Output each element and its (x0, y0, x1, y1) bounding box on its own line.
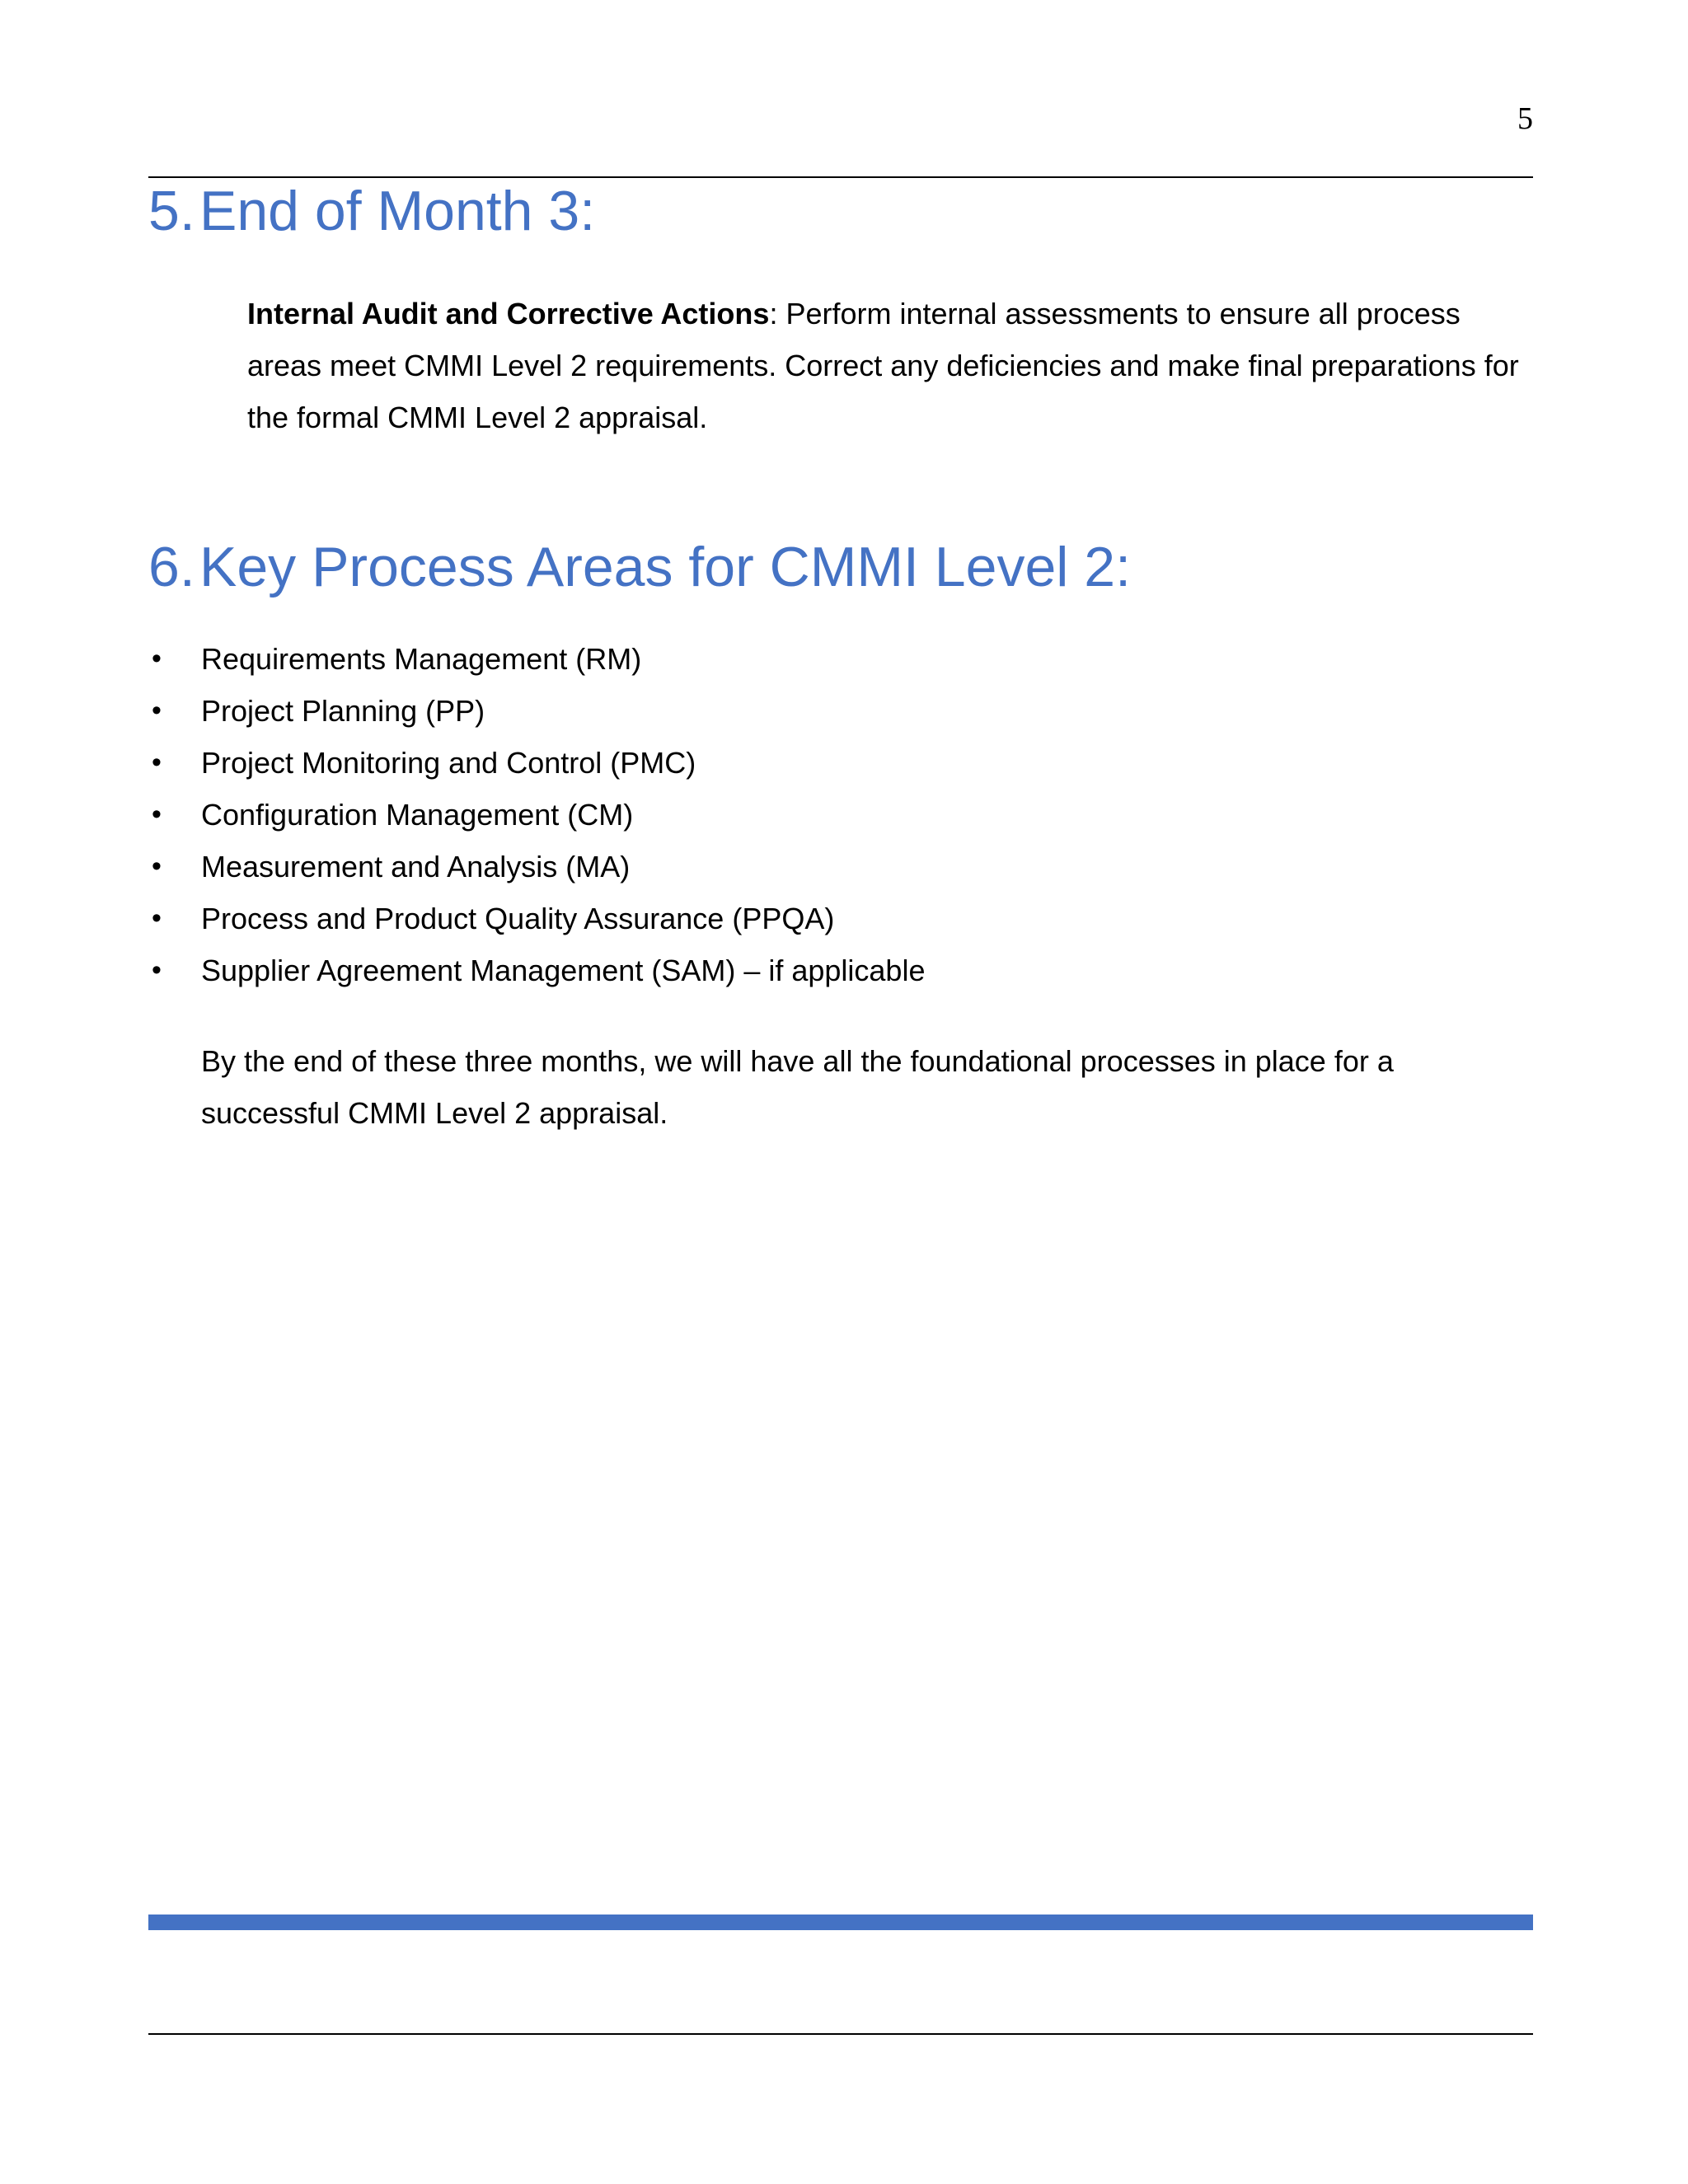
page-number: 5 (1517, 101, 1533, 136)
footer-accent-bar (148, 1915, 1533, 1930)
closing-paragraph: By the end of these three months, we will have all the foundational processes in place for a successful CMMI Level 2 appraisal. (201, 1044, 1394, 1130)
list-item-text: Supplier Agreement Management (SAM) – if applicable (201, 954, 926, 987)
section-5-title: End of Month 3: (199, 180, 596, 242)
section-5-heading (148, 178, 595, 244)
section-5-number: 5. (148, 180, 195, 242)
list-item-text: Measurement and Analysis (MA) (201, 850, 631, 883)
list-item-text: Configuration Management (CM) (201, 798, 634, 832)
list-item-text: Process and Product Quality Assurance (PPQA) (201, 902, 835, 935)
bullet-icon: • (152, 747, 162, 778)
list-item-text: Requirements Management (RM) (201, 642, 642, 676)
section-6-title: Key Process Areas for CMMI Level 2: (199, 536, 1131, 598)
footer-rule (148, 2033, 1533, 2035)
bullet-icon: • (152, 954, 162, 986)
list-item-text: Project Planning (PP) (201, 694, 485, 728)
bullet-icon: • (152, 643, 162, 674)
bullet-icon: • (152, 902, 162, 934)
section-6-number: 6. (148, 536, 195, 598)
internal-audit-label: Internal Audit and Corrective Actions (247, 297, 770, 330)
internal-audit-paragraph (247, 288, 1533, 443)
list-item-text: Project Monitoring and Control (PMC) (201, 746, 696, 780)
bullet-icon: • (152, 799, 162, 830)
internal-audit-text: : Perform internal assessments to ensure all process areas meet CMMI Level 2 requirements. Correct any deficiencies and make final preparations for the formal CMMI Level 2 appraisal. (247, 297, 1519, 434)
bullet-icon: • (152, 851, 162, 882)
bullet-icon: • (152, 695, 162, 726)
section-6-heading (148, 534, 1131, 600)
